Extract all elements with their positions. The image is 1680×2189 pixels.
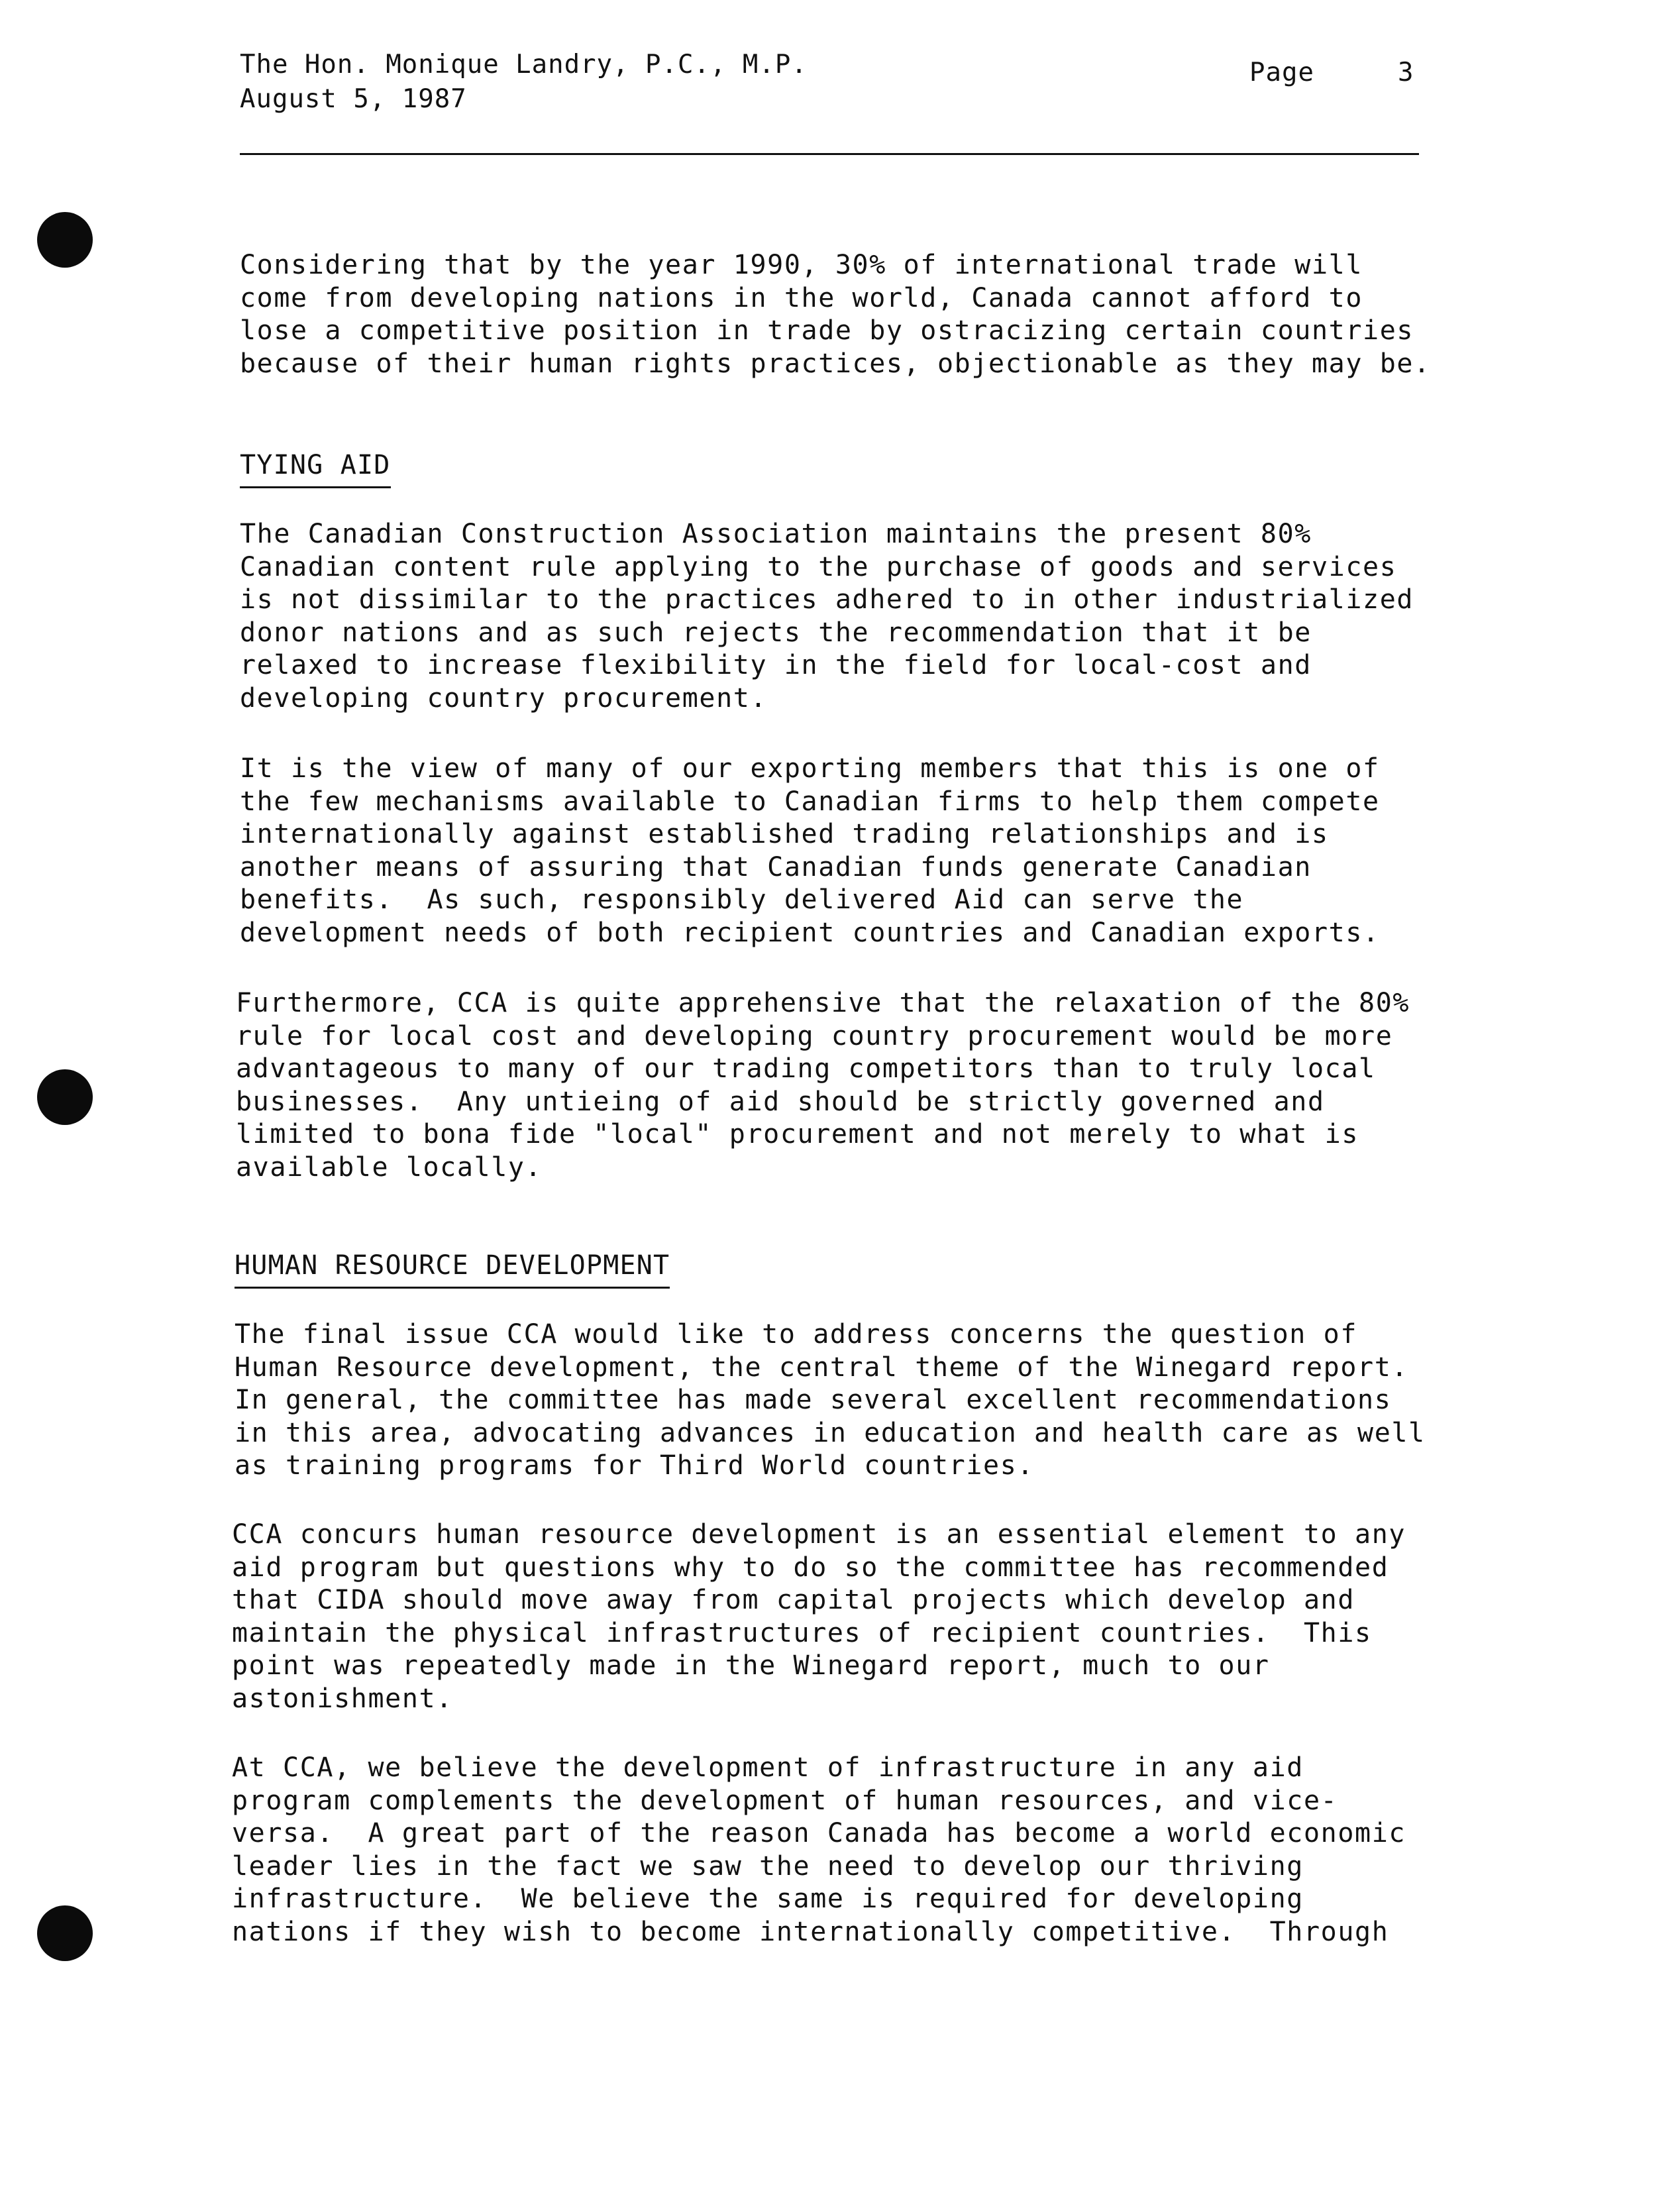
intro-paragraph bbox=[240, 249, 1431, 380]
paragraph-line: as training programs for Third World countries. bbox=[235, 1450, 1035, 1481]
punch-hole bbox=[37, 1069, 93, 1125]
paragraph-line: program complements the development of human resources, and vice- bbox=[232, 1785, 1338, 1816]
paragraph-line: nations if they wish to become internationally competitive. Through bbox=[232, 1916, 1389, 1947]
paragraph-line: In general, the committee has made several excellent recommendations bbox=[235, 1385, 1392, 1415]
paragraph-line: donor nations and as such rejects the recommendation that it be bbox=[240, 617, 1312, 648]
paragraph-line: advantageous to many of our trading competitors than to truly local bbox=[236, 1053, 1376, 1084]
letter-date: August 5, 1987 bbox=[240, 84, 467, 114]
paragraph-line: is not dissimilar to the practices adhered to in other industrialized bbox=[240, 584, 1414, 615]
paragraph-line: Considering that by the year 1990, 30% of international trade will bbox=[240, 250, 1363, 280]
punch-hole bbox=[37, 1905, 93, 1961]
paragraph-line: come from developing nations in the world, Canada cannot afford to bbox=[240, 282, 1363, 313]
page-label: Page bbox=[1249, 58, 1314, 87]
paragraph-line: lose a competitive position in trade by ostracizing certain countries bbox=[240, 315, 1414, 346]
paragraph-line: that CIDA should move away from capital projects which develop and bbox=[232, 1585, 1355, 1615]
paragraph-line: businesses. Any untieing of aid should be strictly governed and bbox=[236, 1086, 1325, 1117]
paragraph-line: developing country procurement. bbox=[240, 682, 768, 714]
hrd-paragraph-3 bbox=[232, 1752, 1406, 1949]
paragraph-line: point was repeatedly made in the Winegard report, much to our bbox=[232, 1650, 1270, 1681]
paragraph-line: The final issue CCA would like to address concerns the question of bbox=[235, 1319, 1358, 1350]
header-rule bbox=[240, 153, 1419, 155]
paragraph-line: in this area, advocating advances in education and health care as well bbox=[235, 1417, 1426, 1448]
paragraph-line: Canadian content rule applying to the purchase of goods and services bbox=[240, 551, 1397, 582]
paragraph-line: benefits. As such, responsibly delivered Aid can serve the bbox=[240, 884, 1244, 915]
paragraph-line: At CCA, we believe the development of infrastructure in any aid bbox=[232, 1752, 1304, 1783]
letter-header bbox=[240, 48, 1426, 117]
tying-aid-paragraph-3 bbox=[236, 987, 1410, 1184]
tying-aid-paragraph-1 bbox=[240, 518, 1414, 715]
page-number: 3 bbox=[1398, 58, 1414, 87]
paragraph-line: the few mechanisms available to Canadian firms to help them compete bbox=[240, 786, 1380, 817]
paragraph-line: internationally against established trading relationships and is bbox=[240, 819, 1329, 849]
paragraph-line: available locally. bbox=[236, 1151, 543, 1183]
section-heading-human-resource-development: HUMAN RESOURCE DEVELOPMENT bbox=[235, 1248, 670, 1289]
paragraph-line: rule for local cost and developing country procurement would be more bbox=[236, 1020, 1393, 1051]
paragraph-line: limited to bona fide "local" procurement and not merely to what is bbox=[236, 1119, 1359, 1149]
paragraph-line: because of their human rights practices, objectionable as they may be. bbox=[240, 348, 1431, 379]
paragraph-line: maintain the physical infrastructures of recipient countries. This bbox=[232, 1617, 1372, 1648]
paragraph-line: infrastructure. We believe the same is required for developing bbox=[232, 1884, 1304, 1914]
hrd-paragraph-2 bbox=[232, 1519, 1406, 1715]
paragraph-line: It is the view of many of our exporting members that this is one of bbox=[240, 753, 1380, 784]
hrd-paragraph-1 bbox=[235, 1318, 1426, 1483]
recipient-line: The Hon. Monique Landry, P.C., M.P. bbox=[240, 50, 808, 80]
paragraph-line: CCA concurs human resource development is an essential element to any bbox=[232, 1519, 1406, 1550]
paragraph-line: development needs of both recipient countries and Canadian exports. bbox=[240, 917, 1380, 948]
paragraph-line: astonishment. bbox=[232, 1683, 453, 1714]
paragraph-line: leader lies in the fact we saw the need to develop our thriving bbox=[232, 1850, 1304, 1882]
paragraph-line: another means of assuring that Canadian funds generate Canadian bbox=[240, 851, 1312, 882]
paragraph-line: aid program but questions why to do so the committee has recommended bbox=[232, 1552, 1389, 1583]
section-heading-tying-aid: TYING AID bbox=[240, 448, 391, 488]
paragraph-line: Human Resource development, the central theme of the Winegard report. bbox=[235, 1352, 1409, 1383]
tying-aid-paragraph-2 bbox=[240, 753, 1380, 949]
paragraph-line: The Canadian Construction Association maintains the present 80% bbox=[240, 519, 1312, 549]
paragraph-line: Furthermore, CCA is quite apprehensive that the relaxation of the 80% bbox=[236, 988, 1410, 1018]
punch-hole bbox=[37, 212, 93, 268]
paragraph-line: relaxed to increase flexibility in the field for local-cost and bbox=[240, 650, 1312, 680]
paragraph-line: versa. A great part of the reason Canada has become a world economic bbox=[232, 1818, 1406, 1848]
